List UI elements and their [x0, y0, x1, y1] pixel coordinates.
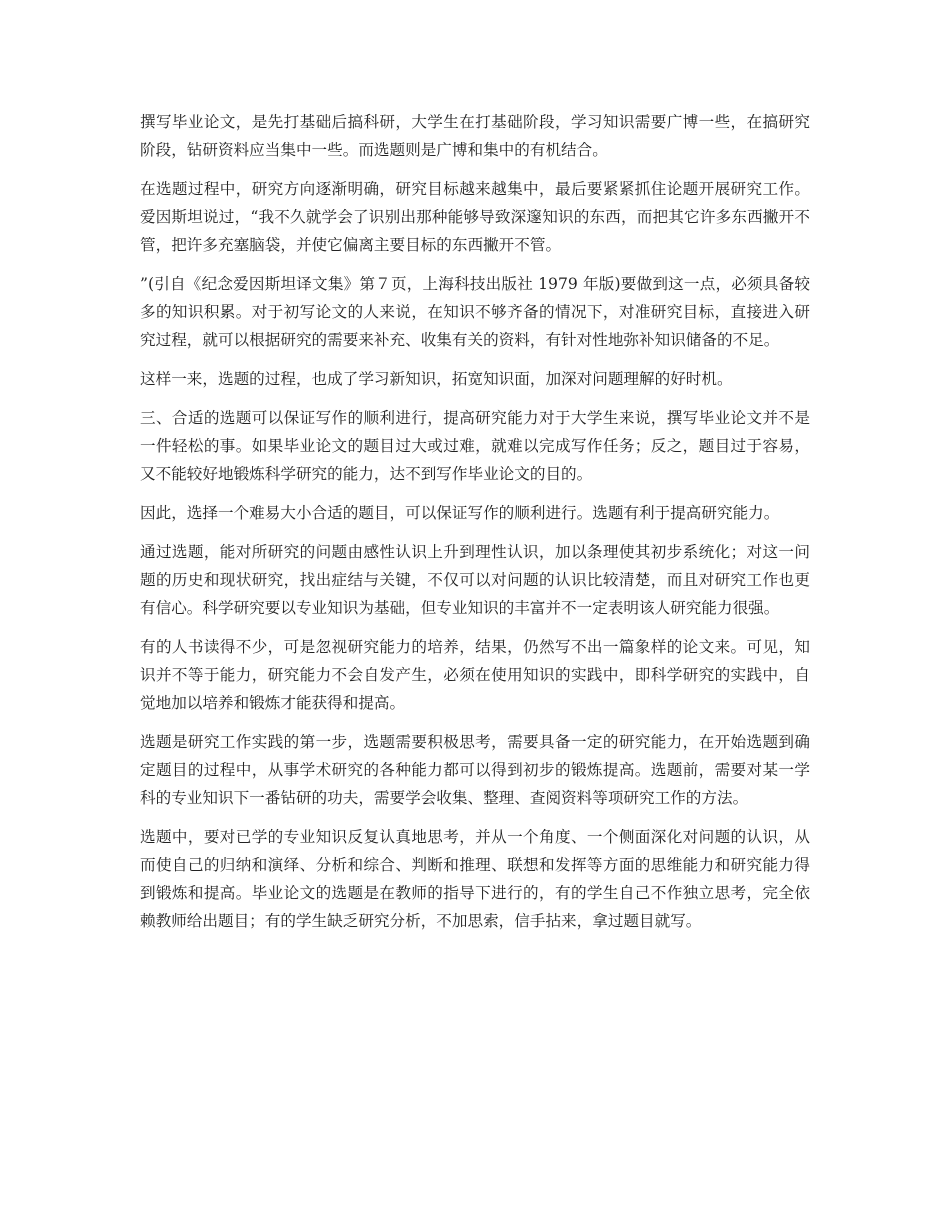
- paragraph-1: 撰写毕业论文，是先打基础后搞科研，大学生在打基础阶段，学习知识需要广博一些，在搞研究阶段，钻研资料应当集中一些。而选题则是广博和集中的有机结合。: [140, 113, 810, 159]
- paragraph-8: 有的人书读得不少，可是忽视研究能力的培养，结果，仍然写不出一篇象样的论文来。可见，知识并不等于能力，研究能力不会自发产生，必须在使用知识的实践中，即科学研究的实践中，自觉地加以培养和锻炼才能获得和提高。: [140, 638, 810, 712]
- paragraph-7: 通过选题，能对所研究的问题由感性认识上升到理性认识，加以条理使其初步系统化；对这一问题的历史和现状研究，找出症结与关键，不仅可以对问题的认识比较清楚，而且对研究工作也更有信心。科学研究要以专业知识为基础，但专业知识的丰富并不一定表明该人研究能力很强。: [140, 543, 810, 617]
- paragraph-9: 选题是研究工作实践的第一步，选题需要积极思考，需要具备一定的研究能力，在开始选题到确定题目的过程中，从事学术研究的各种能力都可以得到初步的锻炼提高。选题前，需要对某一学科的专业知识下一番钻研的功夫，需要学会收集、整理、查阅资料等项研究工作的方法。: [140, 733, 810, 807]
- paragraph-2: 在选题过程中，研究方向逐渐明确，研究目标越来越集中，最后要紧紧抓住论题开展研究工作。爱因斯坦说过，“我不久就学会了识别出那种能够导致深邃知识的东西，而把其它许多东西撇开不管，把许多充塞脑袋，并使它偏离主要目标的东西撇开不管。: [140, 180, 810, 254]
- paragraph-10: 选题中，要对已学的专业知识反复认真地思考，并从一个角度、一个侧面深化对问题的认识，从而使自己的归纳和演绎、分析和综合、判断和推理、联想和发挥等方面的思维能力和研究能力得到锻炼和提高。毕业论文的选题是在教师的指导下进行的，有的学生自己不作独立思考，完全依赖教师给出题目；有的学生缺乏研究分析，不加思索，信手拈来，拿过题目就写。: [140, 828, 810, 930]
- paragraph-5: 三、合适的选题可以保证写作的顺利进行，提高研究能力对于大学生来说，撰写毕业论文并不是一件轻松的事。如果毕业论文的题目过大或过难，就难以完成写作任务；反之，题目过于容易，又不能较好地锻炼科学研究的能力，达不到写作毕业论文的目的。: [140, 409, 810, 483]
- paragraph-4: 这样一来，选题的过程，也成了学习新知识，拓宽知识面，加深对问题理解的好时机。: [140, 370, 733, 388]
- paragraph-6: 因此，选择一个难易大小合适的题目，可以保证写作的顺利进行。选题有利于提高研究能力。: [140, 504, 780, 522]
- document-body: [140, 108, 810, 946]
- paragraph-3: ”(引自《纪念爱因斯坦译文集》第７页，上海科技出版社 1979 年版)要做到这一点，必须具备较多的知识积累。对于初写论文的人来说，在知识不够齐备的情况下，对准研究目标，直接进入研究过程，就可以根据研究的需要来补充、收集有关的资料，有针对性地弥补知识储备的不足。: [140, 275, 810, 349]
